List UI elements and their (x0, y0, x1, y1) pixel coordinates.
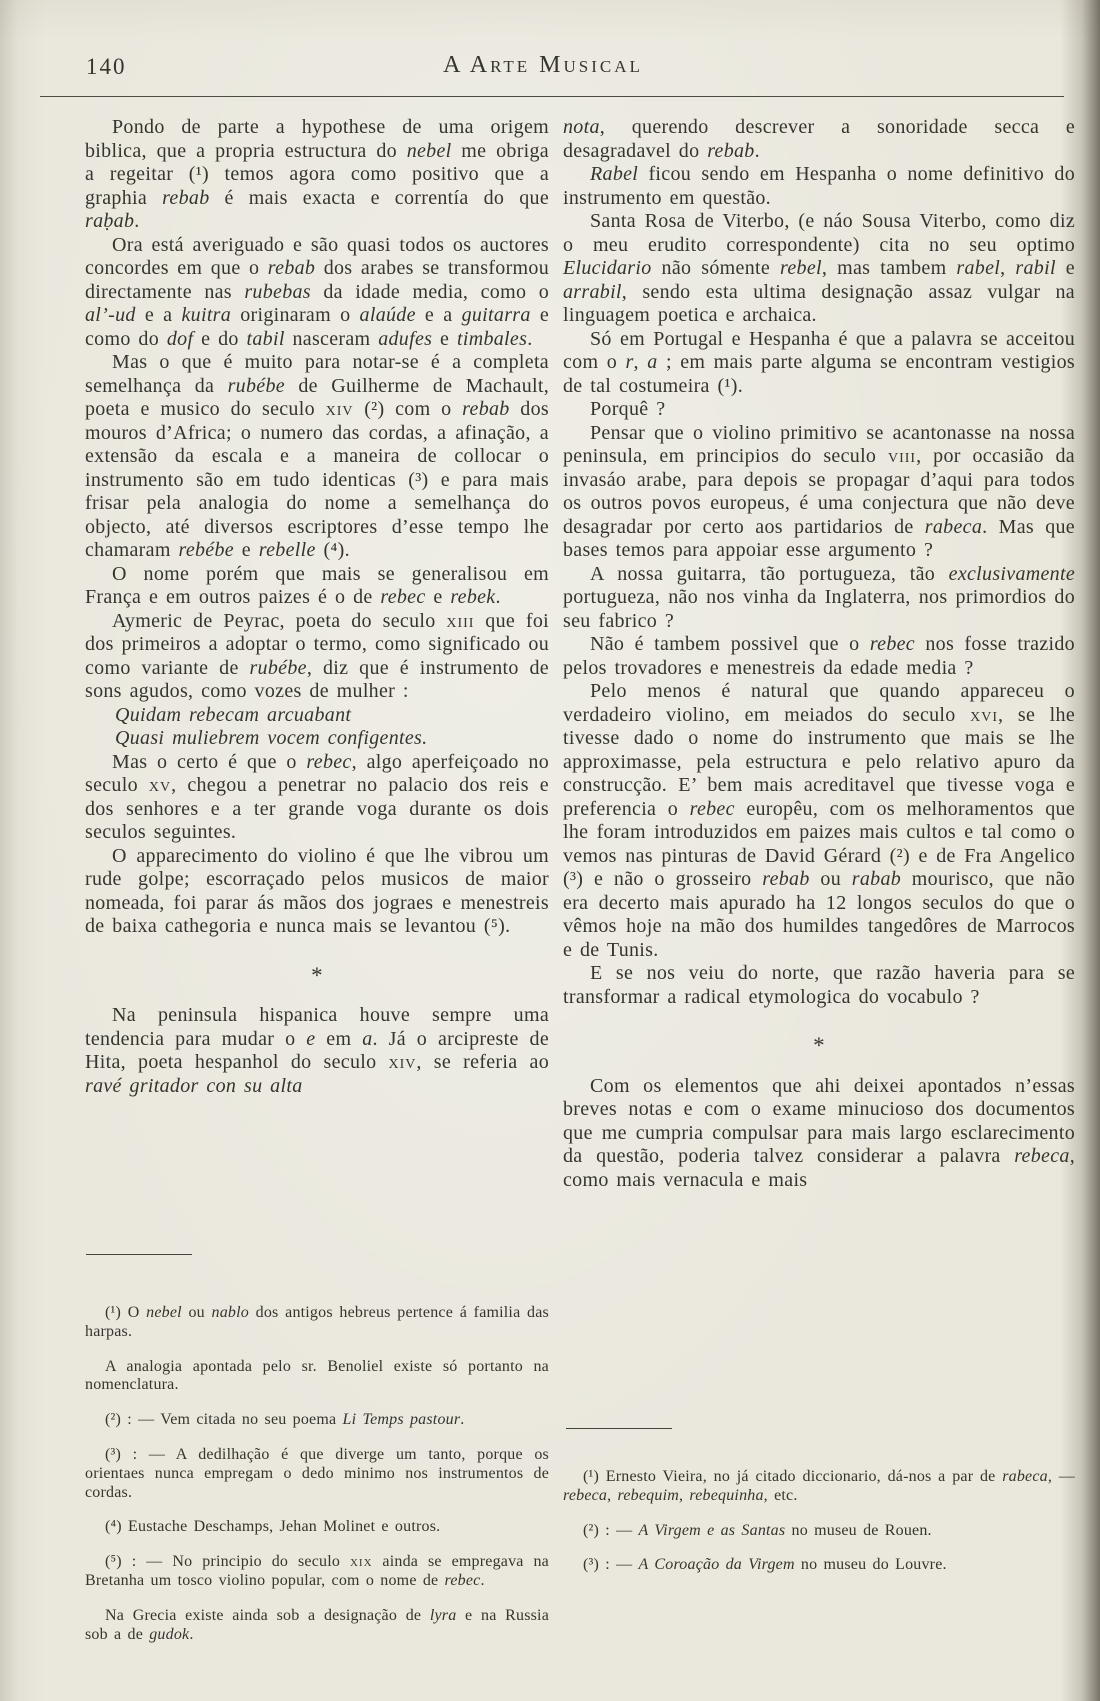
italic-text: rubébe (227, 374, 285, 397)
text-run: Na Grecia existe ainda sob a designação de (105, 1606, 430, 1624)
italic-text: lyra (429, 1606, 457, 1624)
text-run: me obriga a regeitar (¹) temos agora como positivo que a graphia (85, 139, 549, 209)
text-run: e (233, 539, 259, 561)
italic-text: al’-ud (85, 304, 136, 326)
text-run: , chegou a penetrar no palacio dos reis e dos senhores e a ter grande voga durante os dois seculos seguintes. (85, 774, 549, 843)
italic-text: rebab (267, 257, 316, 279)
left-footnote-rule (86, 1254, 192, 1255)
italic-text: timbales (457, 327, 528, 350)
paragraph (85, 845, 549, 939)
text-run: , etc. (763, 1486, 798, 1504)
italic-text: kuitra (181, 304, 232, 326)
text-run: (⁴). (315, 539, 350, 561)
italic-text: rebab (162, 186, 210, 209)
italic-text: alaúde (359, 304, 416, 326)
text-run: e (425, 586, 451, 608)
text-run: e a (135, 304, 182, 326)
paragraph (85, 351, 549, 563)
text-run: . (495, 586, 501, 608)
small-caps-text: xiii (446, 609, 475, 632)
text-run: em (315, 1027, 363, 1050)
text-run: . (189, 1625, 194, 1643)
italic-text: rebequim (617, 1486, 679, 1504)
text-run: . Já o arcipreste de Hita, poeta hespanhol do seculo (85, 1027, 550, 1073)
text-run: , — (1047, 1468, 1075, 1485)
page-number: 140 (86, 54, 127, 79)
small-caps-text: xix (349, 1553, 373, 1571)
text-run: Só em Portugal e Hespanha é que a palavra se acceitou com o (563, 327, 1075, 373)
text-run: E se nos veiu do norte, que razão haveria para se transformar a radical etymologica do vocabulo ? (563, 962, 1075, 1008)
text-run: e do (193, 327, 247, 350)
text-run: * (813, 1033, 825, 1058)
text-run: . Mas que bases temos para appoiar esse argumento ? (563, 515, 1075, 561)
text-run: Mas o que é muito para notar-se é a completa semelhança da (85, 351, 549, 397)
italic-text: Li Temps pastour (342, 1411, 461, 1429)
footnote (85, 1553, 549, 1591)
italic-text: A Virgem e as Santas (638, 1521, 786, 1539)
italic-text: raḅab (85, 210, 135, 232)
paragraph (563, 116, 1075, 163)
paragraph (85, 116, 549, 234)
text-run: Pensar que o violino primitivo se acantonasse na nossa peninsula, em principios do seculo (563, 421, 1075, 467)
text-run: , (607, 1486, 618, 1504)
text-run: ficou sendo em Hespanha o nome definitivo do instrumento em questão. (563, 163, 1075, 209)
italic-text: rabel (956, 257, 1001, 279)
text-run: Pondo de parte a hypothese de uma origem biblica, que a propria estructura do (85, 116, 549, 162)
text-run: O nome porém que mais se generalisou em França e em outros paizes é o de (85, 562, 549, 608)
paragraph (563, 1075, 1075, 1193)
text-run: Não é tambem possivel que o (590, 633, 870, 655)
text-run: dos antigos hebreus pertence á familia das harpas. (85, 1304, 549, 1340)
italic-text: rebec (689, 797, 735, 820)
text-run: e (432, 327, 457, 350)
italic-text: Rabel (590, 163, 639, 185)
footnote (563, 1468, 1075, 1506)
italic-text: Elucidario (563, 257, 652, 279)
text-run: , mas tambem (821, 257, 957, 279)
italic-text: a (647, 351, 658, 373)
text-run: , sendo esta ultima designação assaz vulgar na linguagem poetica e archaica. (563, 280, 1075, 326)
right-column-body (563, 116, 1075, 1192)
paragraph (563, 328, 1075, 399)
italic-text: exclusivamente (948, 562, 1075, 585)
text-run: nasceram (284, 327, 379, 350)
italic-text: rebab (707, 139, 755, 162)
text-run: . (754, 139, 760, 162)
text-run: , se referia ao (416, 1051, 549, 1073)
section-separator (85, 939, 549, 1005)
text-run: Com os elementos que ahi deixei apontados n’essas breves notas e com o exame minucioso dos documentos que me cumpria compulsar para mais largo esclarecimento da questão, poderia talvez considerar a palavra (563, 1074, 1075, 1167)
italic-text: rabeca (924, 515, 983, 538)
text-run: europêu, com os melhoramentos que lhe foram introduzidos em paizes mais cultos e tal como o vemos nas pinturas de David Gérard (²) e de Fra Angelico (³) e não o grosseiro (563, 797, 1075, 890)
italic-text: guitarra (461, 304, 531, 326)
text-run: (²) com o (353, 398, 463, 420)
text-run: (⁴) Eustache Deschamps, Jehan Molinet e outros. (105, 1518, 441, 1536)
footnote (85, 1518, 549, 1537)
footnote (85, 1304, 549, 1342)
text-run: e como do (85, 304, 549, 350)
italic-text: rebab (762, 868, 810, 890)
paragraph (563, 563, 1075, 634)
italic-text: rabab (851, 868, 902, 890)
text-run: ou (181, 1304, 212, 1321)
text-run: não sómente (651, 257, 780, 279)
italic-text: r (625, 351, 634, 373)
italic-text: nebel (406, 139, 452, 162)
italic-text: dof (166, 327, 194, 350)
text-run: Na peninsula hispanica houve sempre uma tendencia para mudar o (85, 1004, 549, 1050)
text-run: no museu do Louvre. (794, 1556, 947, 1574)
paragraph (563, 633, 1075, 680)
italic-text: Quidam rebecam arcuabant (115, 703, 352, 726)
footnote (85, 1607, 549, 1645)
footnote (85, 1411, 549, 1430)
italic-text: rebeca (1014, 1145, 1070, 1167)
text-run: . (134, 210, 140, 232)
paragraph (563, 163, 1075, 210)
paragraph (85, 234, 549, 352)
text-run: Mas o certo é que o (112, 750, 307, 773)
right-footnote-rule (566, 1428, 672, 1429)
text-run: , algo aperfeiçoado no seculo (85, 750, 550, 796)
text-run: , (678, 1486, 690, 1504)
footnote (563, 1522, 1075, 1541)
footnote (85, 1358, 549, 1396)
italic-text: rabeca (1002, 1468, 1048, 1485)
text-run: (⁵) : — No principio do seculo (105, 1553, 350, 1571)
text-run: mourisco, que não era decerto mais apurado ha 12 longos seculos do que o vêmos hoje na mão dos humildes tangedôres de Marrocos e de Tunis. (563, 868, 1075, 961)
paragraph (85, 1004, 549, 1098)
italic-text: rebek (450, 586, 496, 608)
text-run: de Guilherme de Machault, poeta e musico do seculo (85, 374, 550, 420)
small-caps-text: xvi (970, 703, 999, 726)
paragraph (563, 398, 1075, 422)
text-run: (²) : — (583, 1521, 639, 1539)
right-footnotes (563, 1452, 1075, 1591)
paragraph (85, 751, 549, 845)
text-run: , (633, 351, 648, 373)
italic-text: rebébe (178, 539, 234, 561)
text-run: da idade media, como o (310, 280, 549, 303)
verse-line (85, 704, 549, 728)
left-footnotes (85, 1288, 549, 1660)
text-run: ainda se empregava na Bretanha um tosco violino popular, com o nome de (85, 1553, 549, 1589)
italic-text: rubebas (244, 280, 311, 303)
paragraph (563, 680, 1075, 962)
text-run: (³) : — (583, 1556, 639, 1574)
text-run: (³) : — A dedilhação é que diverge um tanto, porque os orientaes nunca empregam o dedo minimo nos instrumentos de cordas. (85, 1445, 549, 1501)
text-run: . (480, 1571, 485, 1589)
left-column-body (85, 116, 549, 1098)
italic-text: arrabil (563, 280, 622, 303)
text-run: e (1055, 257, 1075, 279)
journal-title: A Arte Musical (443, 52, 643, 78)
italic-text: rebequinha (689, 1486, 764, 1504)
italic-text: a (362, 1027, 373, 1050)
text-run: . (460, 1411, 465, 1429)
text-run: Aymeric de Peyrac, poeta do seculo (112, 609, 447, 632)
italic-text: ravé gritador con su alta (85, 1074, 303, 1097)
italic-text: rebel (780, 257, 822, 279)
text-run: * (311, 962, 323, 988)
small-caps-text: viii (888, 445, 917, 467)
italic-text: rabil (1015, 257, 1056, 279)
text-run: é mais exacta e correntía do que (209, 186, 549, 209)
text-run: Santa Rosa de Viterbo, (e náo Sousa Viterbo, como diz o meu erudito correspondente) cita no seu optimo (563, 210, 1075, 256)
italic-text: gudok (149, 1625, 190, 1643)
text-run: dos mouros d’Africa; o numero das cordas, a afinação, a extensão da escala e a maneira de collocar o instrumento são em tudo identicas (³) e para mais frisar pela analogia do nome a semelhança do objecto, até diversos escriptores d’esse tempo lhe chamaram (85, 398, 549, 561)
text-run: , querendo descrever a sonoridade secca e desagradavel do (563, 116, 1075, 162)
italic-text: rebec (306, 750, 352, 773)
italic-text: rebelle (258, 539, 316, 561)
text-run: , por occasião da invasáo arabe, para depois se propagar d’aqui para todos os outros povos europeus, é uma conjectura que não deve desagradar por certo aos partidarios de (563, 445, 1075, 538)
paragraph (563, 422, 1075, 563)
text-run: , como mais vernacula e mais (563, 1145, 1075, 1191)
text-run: (¹) Ernesto Vieira, no já citado diccionario, dá-nos a par de (583, 1468, 1003, 1485)
text-run: (¹) O (105, 1304, 147, 1321)
text-run: O apparecimento do violino é que lhe vibrou um rude golpe; escorraçado pelos musicos de maior nomeada, foi parar ás mãos dos jograes e menestreis de baixa cathegoria e nunca mais se levantou (⁵). (85, 844, 549, 937)
italic-text: adufes (378, 327, 433, 350)
italic-text: Quasi muliebrem vocem configentes. (115, 727, 428, 749)
text-run: Ora está averiguado e são quasi todos os auctores concordes em que o (85, 233, 549, 279)
italic-text: rebec (869, 633, 915, 655)
text-run: A analogia apontada pelo sr. Benoliel existe só portanto na nomenclatura. (85, 1357, 549, 1394)
italic-text: nebel (146, 1304, 182, 1321)
verse-line (85, 727, 549, 751)
paragraph (85, 610, 549, 704)
text-run: e na Russia sob a de (85, 1606, 549, 1643)
italic-text: rebec (444, 1571, 481, 1589)
text-run: , se lhe tivesse dado o nome do instrumento que mais se lhe approximasse, pela estructura e pelo relativo apuro da construcção. E’ bem mais acreditavel que tivesse voga e preferencia o (563, 703, 1075, 820)
text-run: Pelo menos é natural que quando appareceu o verdadeiro violino, em meiados do seculo (563, 680, 1075, 726)
text-run: nos fosse trazido pelos trovadores e menestreis da edade media ? (563, 633, 1075, 679)
text-run: que foi dos primeiros a adoptar o termo, como significado ou como variante de (85, 609, 549, 679)
italic-text: e (306, 1027, 316, 1050)
italic-text: nablo (211, 1304, 249, 1321)
small-caps-text: xiv (388, 1051, 417, 1073)
text-run: Porquê ? (590, 398, 666, 420)
small-caps-text: xiv (325, 398, 354, 420)
section-separator (563, 1009, 1075, 1075)
italic-text: rebeca (563, 1486, 608, 1504)
paragraph (563, 210, 1075, 328)
footnote (563, 1556, 1075, 1575)
italic-text: rebec (380, 586, 426, 608)
italic-text: nota (563, 116, 600, 138)
text-run: dos arabes se transformou directamente nas (85, 257, 549, 303)
text-run: (²) : — Vem citada no seu poema (105, 1411, 343, 1429)
italic-text: rebab (462, 398, 510, 420)
text-run: ou (809, 868, 852, 890)
header-rule (40, 96, 1064, 97)
text-run: no museu de Rouen. (785, 1521, 932, 1539)
page-header (86, 52, 1040, 86)
text-run: originaram o (231, 304, 360, 326)
text-run: A nossa guitarra, tão portugueza, tão (590, 562, 949, 585)
paragraph (85, 563, 549, 610)
paragraph (563, 962, 1075, 1009)
italic-text: A Coroação da Virgem (638, 1556, 795, 1574)
text-run: . (527, 327, 533, 350)
text-run: ; em mais parte alguma se encontram vestigios de tal costumeira (¹). (563, 351, 1075, 397)
italic-text: tabil (246, 327, 285, 350)
text-run: portugueza, não nos vinha da Inglaterra, nos primordios do seu fabrico ? (563, 586, 1075, 632)
small-caps-text: xv (148, 774, 172, 796)
italic-text: rubébe (249, 656, 307, 679)
footnote (85, 1446, 549, 1502)
text-run: , diz que é instrumento de sons agudos, como vozes de mulher : (85, 656, 549, 702)
text-run: , (1000, 257, 1016, 279)
text-run: e a (415, 304, 462, 326)
